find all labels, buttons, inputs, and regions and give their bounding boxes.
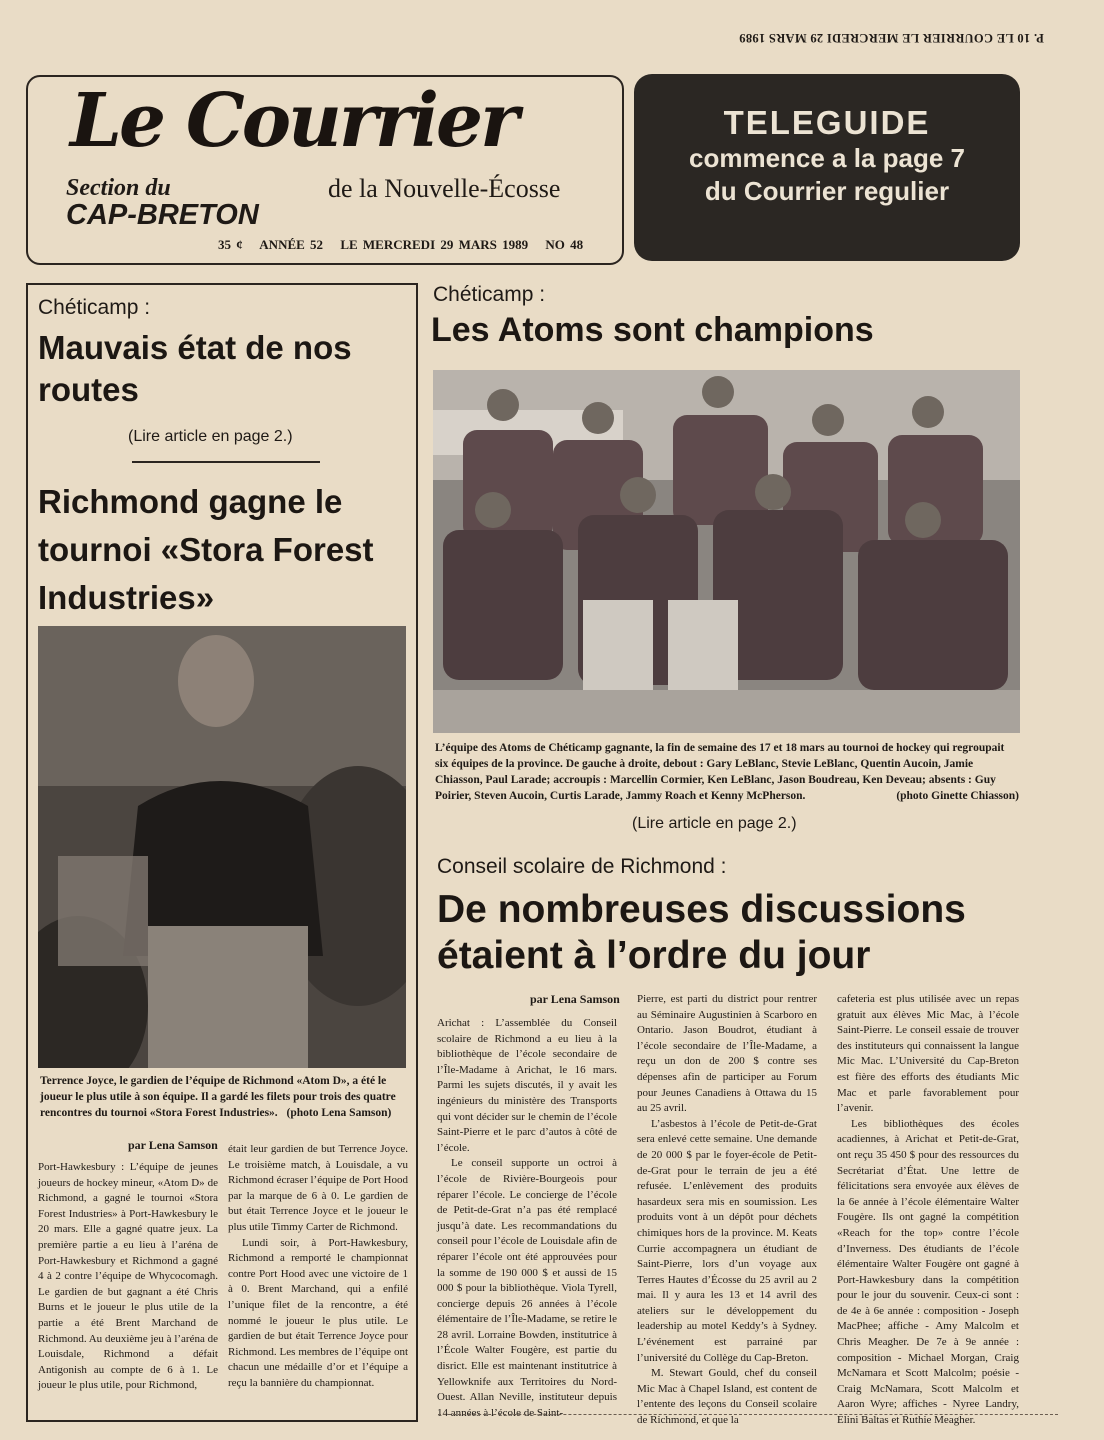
masthead — [26, 75, 624, 265]
issue-year: ANNÉE 52 — [259, 237, 324, 252]
kicker-cheticamp-routes: Chéticamp : — [38, 296, 151, 319]
teleguide-line-2: du Courrier regulier — [704, 176, 950, 206]
goalie-photo-image — [38, 626, 406, 1068]
team-photo-image — [433, 370, 1020, 733]
page-folio: P. 10 LE COURRIER LE MERCREDI 29 MARS 1989 — [739, 31, 1044, 45]
headline-atoms: Les Atoms sont champions — [431, 311, 874, 349]
section-label: Section du — [66, 175, 171, 201]
fold-line — [438, 1414, 1058, 1415]
paragraph: était leur gardien de but Terrence Joyce. Le troisième match, à Louisdale, a vu Richmond écraser l’équipe de Port Hood par la marque de 6 à 0. Le gardien de but était Terrence Joyce et le joueur le plus utile Timmy Carter de Richmond. — [228, 1143, 408, 1233]
left-column-2 — [228, 1142, 408, 1392]
team-photo — [433, 370, 1020, 733]
teleguide-box — [634, 74, 1020, 261]
paragraph: Le conseil supporte un octroi à l’école de Rivière-Bourgeois pour réparer l’école. Le concierge de l’école de Petit-de-Grat n’a pas été remplacé jusqu’à date. Les recommandations du conseil pour l’école de Louisdale afin de réparer l’école ont été approuvées pour la somme de 190 000 $ et aussi de 15 000 $ pour la bibliothèque. Viola Tyrell, concierge depuis 26 années à l’école élémentaire de l’Île-Madame, se retire le 28 avril. Lorraine Bowden, institutrice à l’École Walter Fougère, est partie du disrict. Elle est maintenant institutrice à Yellowknife aux Territoires du Nord-Ouest. Allan Neville, instituteur depuis 14 années à l’école de Saint- — [437, 1157, 617, 1419]
paragraph: M. Stewart Gould, chef du conseil Mic Mac à Chapel Island, est content de l’entente des leçons du Conseil scolaire de Richmond, et que la — [637, 1367, 817, 1427]
see-page-2-right: (Lire article en page 2.) — [632, 815, 797, 832]
paragraph: Lundi soir, à Port-Hawkesbury, Richmond a remporté le championnat contre Port Hood avec une victoire de 1 à 0. Brent Marchand, qui a enfilé l’unique filet de la rencontre, a été nommé le joueur le plus utile. Le gardien de but était Terrence Joyce pour Richmond. Les membres de l’équipe ont chacun une médaille d’or et l’équipe a reçu la bannière du championnat. — [228, 1236, 408, 1389]
right-column-3 — [837, 992, 1019, 1429]
headline-richmond: Richmond gagne le tournoi «Stora Forest Industries» — [38, 483, 374, 616]
paragraph: cafeteria est plus utilisée avec un repas gratuit aux élèves Mic Mac, à l’école Saint-Pierre. Le conseil essaie de trouver des instituteurs qui connaissent la langue Mic Mac. L’Université du Cap-Breton est fière des efforts des étudiants Mic Mac et parle favorablement pour l’avenir. — [837, 993, 1019, 1115]
byline-right: par Lena Samson — [530, 992, 620, 1006]
goalie-caption-text: Terrence Joyce, le gardien de l’équipe de Richmond «Atom D», a été le joueur le plus utile à son équipe. Il a gardé les filets pour trois des quatre rencontres du tournoi «Stora Forest Industries». — [40, 1075, 396, 1119]
paragraph: Pierre, est parti du district pour rentrer au Séminaire Augustinien à Scarboro en Ontario. Jason Boudrot, étudiant à l’école secondaire de l’Île-Madame, a reçu un don de 200 $ contre ses dépenses afin de participer au Forum pour Jeunes Canadiens à Ottawa du 15 au 25 avril. — [637, 993, 817, 1115]
see-page-2-left: (Lire article en page 2.) — [128, 428, 293, 445]
section-name: CAP-BRETON — [66, 199, 259, 231]
goalie-photo — [38, 626, 406, 1068]
team-photo-credit: (photo Ginette Chiasson) — [896, 790, 1019, 802]
paragraph: Port-Hawkesbury : L’équipe de jeunes joueurs de hockey mineur, «Atom D» de Richmond, a gagné le tournoi «Stora Forest Industries» à Port-Hawkesbury le 20 mars. Elle a gagné quatre jeux. La première partie a eu lieu à l’aréna de Port-Hawkesbury et Richmond a gagné 4 à 2 contre l’équipe de Whycocomagh. Le gardien de but gagnant a été Chris Burns et le joueur le plus utile de la partie a été Brent Marchand de Richmond. Au deuxième jeu à l’aréna de Louisdale, Richmond a défait Antigonish au compte de 6 à 1. Le joueur le plus utile, pour Richmond, — [38, 1161, 218, 1392]
issue-number: NO 48 — [545, 237, 584, 252]
kicker-conseil: Conseil scolaire de Richmond : — [437, 855, 727, 878]
headline-conseil: De nombreuses discussions étaient à l’ordre du jour — [437, 888, 966, 977]
issue-date: LE MERCREDI 29 MARS 1989 — [340, 237, 529, 252]
masthead-subtitle: de la Nouvelle-Écosse — [328, 174, 561, 203]
kicker-cheticamp-atoms: Chéticamp : — [433, 283, 546, 306]
issue-line — [218, 237, 595, 253]
byline-left: par Lena Samson — [128, 1138, 218, 1152]
paragraph: Arichat : L’assemblée du Conseil scolaire de Richmond a eu lieu à la bibliothèque de l’école secondaire de l’Île-Madame à Arichat, le 16 mars. Parmi les sujets discutés, il y avait les ingénieurs du ministère des Transports qui vont décider sur le chemin de l’école Saint-Pierre et le parc d’autos à côté de l’école. — [437, 1017, 617, 1154]
divider-rule — [132, 461, 320, 463]
teleguide-line-1: commence a la page 7 — [688, 143, 966, 173]
left-column-1 — [38, 1160, 218, 1394]
right-column-1 — [437, 1016, 617, 1421]
goalie-caption — [40, 1073, 406, 1121]
headline-routes: Mauvais état de nos routes — [38, 329, 352, 408]
price: 35 ¢ — [218, 237, 243, 252]
paragraph: L’asbestos à l’école de Petit-de-Grat sera enlevé cette semaine. Une demande de 20 000 $ par le foyer-école de Petit-de-Grat pour le terrain de jeu a été refusée. L’enlèvement des produits hasardeux sera mis en soumission. Les produits vont à un dépôt pour déchets chimiques hors de la province. M. Keats Currie accompagnera un étudiant de Saint-Pierre, lors d’un voyage aux Terres Hautes d’Écosse du 25 avril au 2 mai. Il y aura les 13 et 14 avril des ateliers sur le développement du leadership au motel Keddy’s à Sydney. L’événement est parrainé par l’université du Collège du Cap-Breton. — [637, 1117, 817, 1364]
goalie-photo-credit: (photo Lena Samson) — [286, 1107, 392, 1119]
teleguide-title: TELEGUIDE — [723, 104, 931, 141]
team-caption-text: L’équipe des Atoms de Chéticamp gagnante, la fin de semaine des 17 et 18 mars au tournoi de hockey qui regroupait six équipes de la province. De gauche à droite, debout : Gary LeBlanc, Stevie LeBlanc, Quentin Aucoin, Jamie Chiasson, Paul Larade; accroupis : Marcellin Cormier, Ken LeBlanc, Jason Boudreau, Ken Deveau; absents : Guy Poirier, Steven Aucoin, Curtis Larade, Jammy Roach et Kenny McPherson. — [435, 742, 1005, 802]
right-column-2 — [637, 992, 817, 1429]
newspaper-logo: Le Courrier — [70, 78, 517, 164]
team-caption — [435, 740, 1019, 804]
paragraph: Les bibliothèques des écoles acadiennes, à Arichat et Petit-de-Grat, ont reçu 35 450 $ pour des ressources du Secrétariat d’État. Une lettre de félicitations sera envoyée aux élèves de la 6e année à l’école élémentaire Walter Fougère. Ils ont gagné la compétition «Reach for the top» contre l’école d’Inverness. Des étudiants de l’école élémentaire Walter Fougère ont gagné à Port-Hawkesbury dans la compétition pour le jour du souvenir. Ceux-ci sont : de 4e à 6e année : composition - Joseph MacPhee; affiche - Amy Malcolm et Chris Meagher. De 7e à 9e année : composition - Michael Morgan, Craig McNamara et Scott Malcolm; poésie -Craig McNamara, Scott Malcolm et Aaron Wyre; affiches - Nyree Landry, Elini Baltas et Ruthie Meagher. — [837, 1117, 1019, 1427]
